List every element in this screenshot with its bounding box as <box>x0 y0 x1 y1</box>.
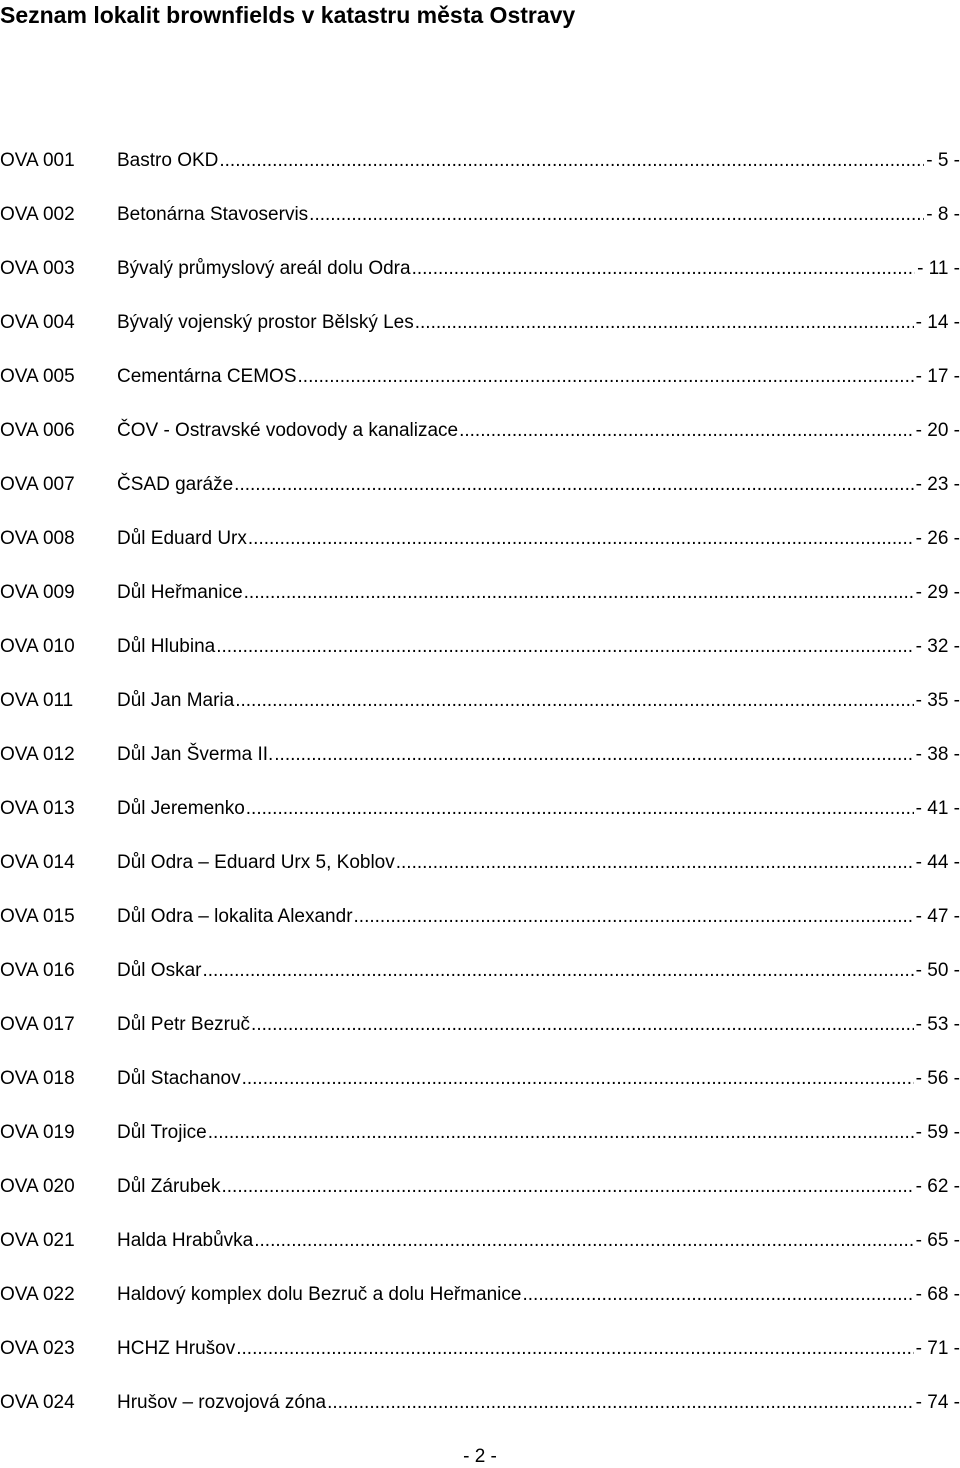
toc-entry[interactable] <box>0 1376 960 1430</box>
toc-entry[interactable] <box>0 998 960 1052</box>
toc-dot-leader <box>242 1052 914 1106</box>
toc-entry-name: Hrušov – rozvojová zóna <box>117 1392 327 1413</box>
toc-entry-name: Důl Zárubek <box>117 1176 221 1197</box>
toc-entry-name: Důl Trojice <box>117 1122 207 1143</box>
toc-entry-name: Důl Hlubina <box>117 636 216 657</box>
toc-entry-name: Důl Heřmanice <box>117 582 243 603</box>
toc-dot-leader <box>251 998 914 1052</box>
toc-dot-leader <box>219 134 924 188</box>
toc-dot-leader <box>412 242 915 296</box>
toc-entry[interactable] <box>0 1214 960 1268</box>
toc-entry-page: - 50 - <box>915 960 960 981</box>
toc-entry-name: Důl Petr Bezruč <box>117 1014 251 1035</box>
toc-entry-page: - 11 - <box>917 258 960 279</box>
toc-entry-code: OVA 023 <box>0 1338 75 1359</box>
toc-entry-page: - 59 - <box>915 1122 960 1143</box>
toc-dot-leader <box>254 1214 913 1268</box>
toc-entry-code: OVA 021 <box>0 1230 75 1251</box>
toc-entry-page: - 56 - <box>915 1068 960 1089</box>
toc-entry-name: Bastro OKD <box>117 150 219 171</box>
toc-entry-page: - 8 - <box>926 204 960 225</box>
toc-dot-leader <box>415 296 914 350</box>
toc-dot-leader <box>208 1106 914 1160</box>
toc-entry-code: OVA 014 <box>0 852 75 873</box>
toc-entry-code: OVA 016 <box>0 960 75 981</box>
toc-entry-code: OVA 004 <box>0 312 75 333</box>
toc-entry-page: - 41 - <box>915 798 960 819</box>
toc-dot-leader <box>327 1376 914 1430</box>
toc-dot-leader <box>298 350 914 404</box>
toc-entry-name: Důl Jan Šverma II. <box>117 744 274 765</box>
toc-dot-leader <box>236 1322 913 1376</box>
toc-entry-page: - 32 - <box>915 636 960 657</box>
toc-entry[interactable] <box>0 242 960 296</box>
toc-entry-page: - 29 - <box>915 582 960 603</box>
toc-entry[interactable] <box>0 350 960 404</box>
toc-entry[interactable] <box>0 296 960 350</box>
toc-entry[interactable] <box>0 134 960 188</box>
toc-entry[interactable] <box>0 566 960 620</box>
toc-dot-leader <box>274 728 913 782</box>
toc-entry-name: Halda Hrabůvka <box>117 1230 254 1251</box>
toc-entry[interactable] <box>0 782 960 836</box>
toc-entry[interactable] <box>0 674 960 728</box>
toc-entry[interactable] <box>0 728 960 782</box>
toc-entry-code: OVA 019 <box>0 1122 75 1143</box>
toc-entry-name: Betonárna Stavoservis <box>117 204 309 225</box>
toc-dot-leader <box>202 944 913 998</box>
toc-entry-name: Bývalý průmyslový areál dolu Odra <box>117 258 411 279</box>
toc-entry[interactable] <box>0 188 960 242</box>
toc-dot-leader <box>459 404 914 458</box>
toc-dot-leader <box>234 458 913 512</box>
toc-entry-name: Bývalý vojenský prostor Bělský Les <box>117 312 414 333</box>
toc-entry-page: - 17 - <box>915 366 960 387</box>
toc-entry-page: - 38 - <box>915 744 960 765</box>
toc-entry[interactable] <box>0 620 960 674</box>
toc-entry-page: - 5 - <box>926 150 960 171</box>
toc-entry-code: OVA 002 <box>0 204 75 225</box>
toc-dot-leader <box>235 674 913 728</box>
toc-entry[interactable] <box>0 458 960 512</box>
toc-entry-name: Důl Odra – Eduard Urx 5, Koblov <box>117 852 395 873</box>
toc-entry-name: Haldový komplex dolu Bezruč a dolu Heřmanice <box>117 1284 522 1305</box>
toc-entry-code: OVA 015 <box>0 906 75 927</box>
toc-entry-page: - 47 - <box>915 906 960 927</box>
toc-entry-name: ČSAD garáže <box>117 474 234 495</box>
toc-entry-code: OVA 009 <box>0 582 75 603</box>
toc-entry-code: OVA 006 <box>0 420 75 441</box>
page-number: - 2 - <box>463 1446 497 1467</box>
toc-dot-leader <box>248 512 914 566</box>
toc-entry[interactable] <box>0 890 960 944</box>
toc-entry-code: OVA 001 <box>0 150 75 171</box>
toc-entry-code: OVA 010 <box>0 636 75 657</box>
toc-entry-page: - 62 - <box>915 1176 960 1197</box>
toc-entry-name: Cementárna CEMOS <box>117 366 297 387</box>
toc-entry[interactable] <box>0 512 960 566</box>
toc-entry[interactable] <box>0 1160 960 1214</box>
toc-entry-name: Důl Eduard Urx <box>117 528 247 549</box>
toc-entry-name: Důl Stachanov <box>117 1068 241 1089</box>
toc-list <box>0 134 960 1430</box>
toc-dot-leader <box>246 782 914 836</box>
page-title: Seznam lokalit brownfields v katastru města Ostravy <box>0 2 576 28</box>
toc-entry-code: OVA 022 <box>0 1284 75 1305</box>
toc-entry-name: Důl Oskar <box>117 960 202 981</box>
toc-entry-page: - 23 - <box>915 474 960 495</box>
toc-entry-code: OVA 017 <box>0 1014 75 1035</box>
toc-entry-page: - 14 - <box>915 312 960 333</box>
toc-entry-page: - 26 - <box>915 528 960 549</box>
toc-entry-code: OVA 005 <box>0 366 75 387</box>
toc-entry-page: - 74 - <box>915 1392 960 1413</box>
toc-entry-page: - 44 - <box>915 852 960 873</box>
toc-entry-page: - 65 - <box>915 1230 960 1251</box>
toc-dot-leader <box>522 1268 913 1322</box>
toc-dot-leader <box>244 566 914 620</box>
toc-entry-code: OVA 018 <box>0 1068 75 1089</box>
toc-entry[interactable] <box>0 1322 960 1376</box>
toc-entry-code: OVA 008 <box>0 528 75 549</box>
toc-entry-page: - 68 - <box>915 1284 960 1305</box>
toc-entry-name: Důl Jan Maria <box>117 690 235 711</box>
toc-entry-name: HCHZ Hrušov <box>117 1338 236 1359</box>
toc-entry[interactable] <box>0 1052 960 1106</box>
toc-entry-code: OVA 020 <box>0 1176 75 1197</box>
toc-dot-leader <box>396 836 914 890</box>
toc-entry-page: - 20 - <box>915 420 960 441</box>
toc-entry-name: Důl Jeremenko <box>117 798 245 819</box>
toc-dot-leader <box>222 1160 914 1214</box>
toc-entry-code: OVA 013 <box>0 798 75 819</box>
toc-entry[interactable] <box>0 1268 960 1322</box>
toc-dot-leader <box>216 620 913 674</box>
toc-entry-code: OVA 007 <box>0 474 75 495</box>
toc-entry-page: - 53 - <box>915 1014 960 1035</box>
toc-entry[interactable] <box>0 944 960 998</box>
toc-entry-code: OVA 024 <box>0 1392 75 1413</box>
toc-entry[interactable] <box>0 404 960 458</box>
toc-dot-leader <box>354 890 914 944</box>
toc-entry[interactable] <box>0 836 960 890</box>
toc-entry-page: - 71 - <box>915 1338 960 1359</box>
toc-dot-leader <box>309 188 924 242</box>
toc-entry-page: - 35 - <box>915 690 960 711</box>
toc-entry-code: OVA 003 <box>0 258 75 279</box>
toc-entry[interactable] <box>0 1106 960 1160</box>
toc-entry-code: OVA 011 <box>0 690 74 711</box>
toc-entry-name: Důl Odra – lokalita Alexandr <box>117 906 353 927</box>
toc-entry-code: OVA 012 <box>0 744 75 765</box>
toc-entry-name: ČOV - Ostravské vodovody a kanalizace <box>117 420 459 441</box>
